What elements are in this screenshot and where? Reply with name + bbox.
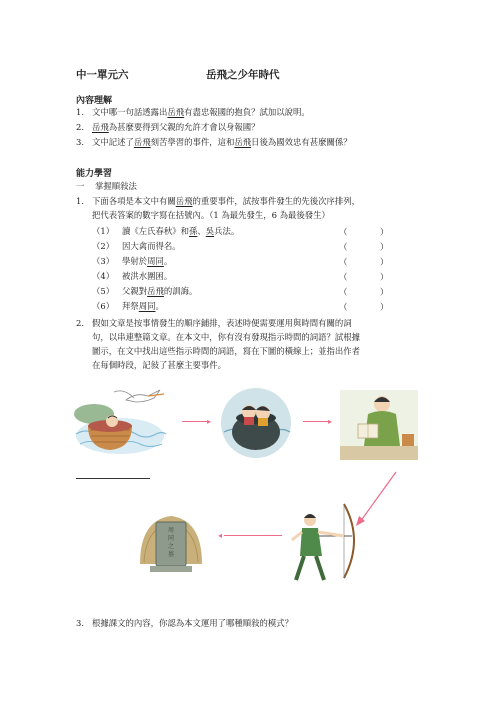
- answer-blank-open: （: [339, 227, 348, 237]
- section-heading-comprehension: 內容理解: [76, 96, 113, 106]
- time-words-question-line1: 2. 假如文章是按事情發生的順序鋪排，表述時便需要運用與時間有關的詞: [76, 318, 352, 328]
- flood-jar-illustration: [216, 386, 296, 460]
- answer-blank-close: ）: [380, 257, 389, 267]
- comprehension-q2: 2. 岳飛為甚麼要得到父親的允許才會以身報國？: [76, 122, 260, 132]
- svg-text:同: 同: [167, 535, 175, 542]
- time-words-question-line2: 句，以串連整篇文章。在本文中，你有沒有發現指示時間的詞語？試根據: [92, 332, 360, 342]
- answer-blank-open: （: [339, 302, 348, 312]
- skills-subheading: 一 掌握順敍法: [76, 181, 137, 191]
- event-item: （2） 因大禽而得名。: [92, 241, 181, 251]
- page-title: 岳飛之少年時代: [206, 69, 280, 81]
- stele-inscription: 周: [167, 527, 175, 534]
- time-word-answer-line[interactable]: [76, 478, 150, 479]
- answer-blank-close: ）: [380, 272, 389, 282]
- flow-arrow: [303, 421, 331, 422]
- arrowhead-icon: ◂: [218, 531, 223, 540]
- archer-illustration: [286, 500, 358, 584]
- ordering-question-line1: 1. 下面各項是本文中有關岳飛的重要事件，試按事件發生的先後次序排列，: [76, 196, 360, 206]
- arrowhead-icon: ▸: [328, 417, 333, 426]
- answer-blank-close: ）: [380, 227, 389, 237]
- arrowhead-icon: ▸: [207, 417, 212, 426]
- answer-blank-open: （: [339, 272, 348, 282]
- answer-blank-open: （: [339, 257, 348, 267]
- ordering-question-line2: 把代表答案的數字寫在括號內。（1 為最先發生，6 為最後發生）: [92, 210, 330, 220]
- time-words-question-line4: 在每個時段，記敍了甚麼主要事件。: [92, 360, 226, 370]
- answer-blank-close: ）: [380, 242, 389, 252]
- baby-in-basket-illustration: [74, 384, 166, 460]
- parent-teaching-illustration: [338, 384, 420, 462]
- unit-label: 中一單元六: [76, 69, 129, 81]
- flow-arrow: [182, 421, 210, 422]
- answer-blank-close: ）: [380, 287, 389, 297]
- answer-blank-open: （: [339, 287, 348, 297]
- svg-text:之: 之: [167, 543, 175, 550]
- tomb-stele-illustration: [136, 506, 206, 576]
- event-item: （4） 被洪水圍困。: [92, 271, 173, 281]
- section-heading-skills: 能力學習: [76, 169, 113, 179]
- event-item: （1） 讀《左氏春秋》和孫、吳兵法。: [92, 226, 240, 236]
- narrative-mode-question: 3. 根據課文的內容，你認為本文運用了哪種順敍的模式？: [76, 618, 293, 628]
- comprehension-q3: 3. 文中記述了岳飛刻苦學習的事件，這和岳飛日後為國效忠有甚麼關係？: [76, 137, 352, 147]
- flow-arrow-diagonal: [352, 468, 400, 528]
- flow-arrow: [224, 535, 282, 536]
- answer-blank-open: （: [339, 242, 348, 252]
- svg-text:墓: 墓: [167, 551, 175, 558]
- event-item: （5） 父親對岳飛的訓誨。: [92, 286, 198, 296]
- comprehension-q1: 1. 文中哪一句話透露出岳飛有盡忠報國的抱負？試加以說明。: [76, 107, 310, 117]
- time-words-question-line3: 圖示，在文中找出這些指示時間的詞語，寫在下圖的橫線上；並指出作者: [92, 346, 360, 356]
- answer-blank-close: ）: [380, 302, 389, 312]
- event-item: （6） 拜祭周同。: [92, 301, 164, 311]
- event-item: （3） 學射於周同。: [92, 256, 173, 266]
